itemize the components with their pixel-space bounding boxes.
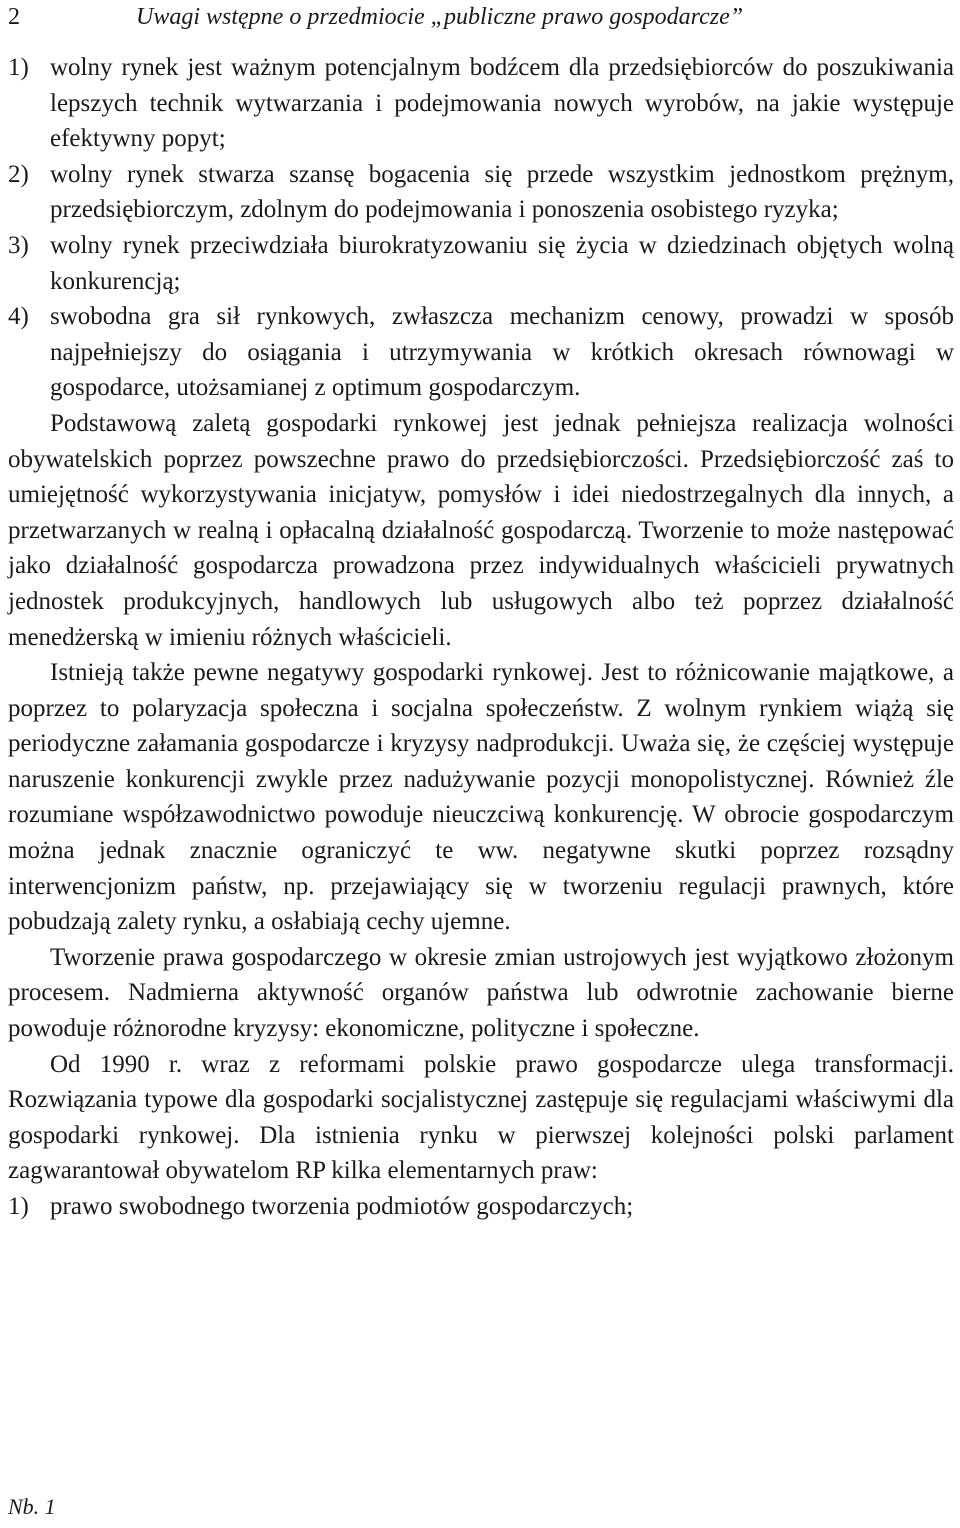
list-item [8, 157, 954, 228]
list-item [8, 1189, 954, 1225]
list-item [8, 228, 954, 299]
list-item-text: prawo swobodnego tworzenia podmiotów gospodarczych; [50, 1193, 634, 1220]
marginal-number: Nb. 1 [8, 1494, 56, 1519]
list-item-number: 1) [8, 1193, 29, 1220]
list-item-text: wolny rynek jest ważnym potencjalnym bodźcem dla przedsiębiorców do poszukiwania lepszych technik wytwarzania i podejmowania nowych wyrobów, na jakie występuje efektywny popyt; [50, 54, 954, 153]
paragraph: Tworzenie prawa gospodarczego w okresie zmian ustrojowych jest wyjątkowo złożonym procesem. Nadmierna aktywność organów państwa lub odwrotnie zachowanie bierne powoduje różnorodne kryzysy: ekonomiczne, polityczne i społeczne. [8, 943, 954, 1043]
list-item-text: wolny rynek stwarza szansę bogacenia się przede wszystkim jednostkom prężnym, przedsiębiorczym, zdolnym do podejmowania i ponoszenia osobistego ryzyka; [50, 160, 954, 224]
page-body [8, 50, 954, 1225]
list-item [8, 50, 954, 157]
page-header [8, 0, 952, 40]
paragraph: Od 1990 r. wraz z reformami polskie prawo gospodarcze ulega transformacji. Rozwiązania typowe dla gospodarki socjalistycznej zastępuje się regulacjami właściwymi dla gospodarki rynkowej. Dla istnienia rynku w pierwszej kolejności polski parlament zagwarantował obywatelom RP kilka elementarnych praw: [8, 1050, 954, 1185]
list-item-number: 1) [8, 54, 29, 81]
paragraph: Istnieją także pewne negatywy gospodarki rynkowej. Jest to różnicowanie majątkowe, a poprzez to polaryzacja społeczna i socjalna społeczeństw. Z wolnym rynkiem wiążą się periodyczne załamania gospodarcze i kryzysy nadprodukcji. Uważa się, że częściej występuje naruszenie konkurencji zwykle przez nadużywanie pozycji monopolistycznej. Również źle rozumiane współzawodnictwo powoduje nieuczciwą konkurencję. W obrocie gospodarczym można jednak znacznie ograniczyć te ww. negatywne skutki poprzez rozsądny interwencjonizm państw, np. przejawiający się w tworzeniu regulacji prawnych, które pobudzają zalety rynku, a osłabiają cechy ujemne. [8, 659, 954, 936]
list-item [8, 299, 954, 406]
list-item-text: swobodna gra sił rynkowych, zwłaszcza mechanizm cenowy, prowadzi w sposób najpełniejszy do osiągania i utrzymywania w krótkich okresach równowagi w gospodarce, utożsamianej z optimum gospodarczym. [50, 303, 954, 402]
paragraph: Podstawową zaletą gospodarki rynkowej jest jednak pełniejsza realizacja wolności obywatelskich poprzez powszechne prawo do przedsiębiorczości. Przedsiębiorczość zaś to umiejętność wykorzystywania inicjatyw, pomysłów i idei niedostrzegalnych dla innych, a przetwarzanych w realną i opłacalną działalność gospodarczą. Tworzenie to może następować jako działalność gospodarcza prowadzona przez indywidualnych właścicieli prywatnych jednostek produkcyjnych, handlowych lub usługowych albo też poprzez działalność menedżerską w imieniu różnych właścicieli. [8, 409, 954, 651]
running-head: Uwagi wstępne o przedmiocie „publiczne prawo gospodarcze” [136, 4, 744, 30]
list-item-number: 3) [8, 231, 29, 259]
page-number: 2 [8, 4, 20, 30]
list-item-number: 2) [8, 160, 29, 188]
list-item-number: 4) [8, 303, 29, 331]
list-item-text: wolny rynek przeciwdziała biurokratyzowaniu się życia w dziedzinach objętych wolną konkurencją; [50, 231, 954, 295]
